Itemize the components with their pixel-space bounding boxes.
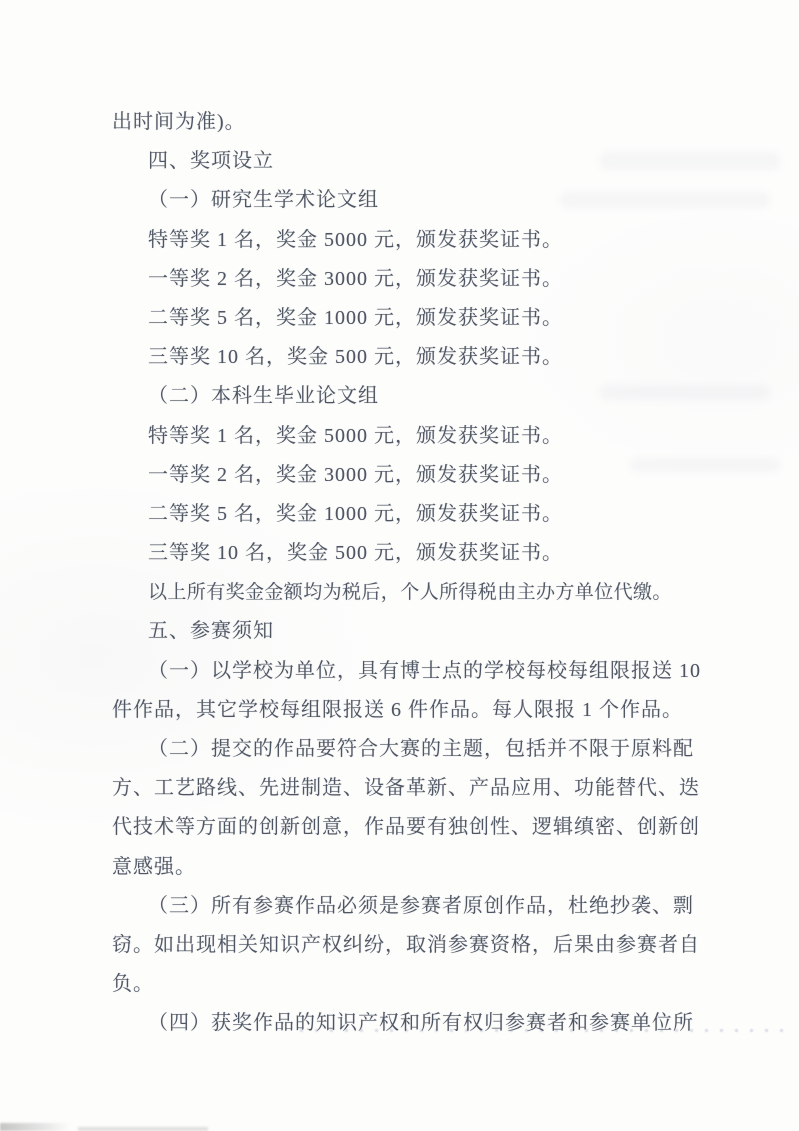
prize-line: 二等奖 5 名，奖金 1000 元，颁发获奖证书。 [148,502,563,525]
scan-corner-shadow [78,1127,208,1131]
notice-item3-line: 窃。如出现相关知识产权纠纷，取消参赛资格，后果由参赛者自 [112,933,700,956]
prize-line: 一等奖 2 名，奖金 3000 元，颁发获奖证书。 [148,463,563,486]
prize-line: 特等奖 1 名，奖金 5000 元，颁发获奖证书。 [148,228,563,251]
awards-group1-heading: （一）研究生学术论文组 [148,189,379,212]
notice-item2-line: 方、工艺路线、先进制造、设备革新、产品应用、功能替代、迭 [112,777,700,800]
scan-corner-shadow [0,1123,70,1131]
notice-item1-line: 件作品，其它学校每组限报送 6 件作品。每人限报 1 个作品。 [112,698,683,721]
notice-section-heading: 五、参赛须知 [148,620,274,643]
notice-item2-line: （二）提交的作品要符合大赛的主题，包括并不限于原料配 [148,738,694,760]
prize-line: 三等奖 10 名，奖金 500 元，颁发获奖证书。 [148,542,563,565]
prize-line: 一等奖 2 名，奖金 3000 元，颁发获奖证书。 [148,267,563,290]
awards-group2-heading: （二）本科生毕业论文组 [148,385,379,408]
notice-item2-line: 代技术等方面的创新创意，作品要有独创性、逻辑缜密、创新创 [112,816,700,839]
prize-line: 三等奖 10 名，奖金 500 元，颁发获奖证书。 [148,346,563,369]
notice-item4-line: （四）获奖作品的知识产权和所有权归参赛者和参赛单位所 [148,1012,694,1035]
prize-line: 特等奖 1 名，奖金 5000 元，颁发获奖证书。 [148,424,563,447]
awards-section-heading: 四、奖项设立 [148,150,274,173]
notice-item3-line: （三）所有参赛作品必须是参赛者原创作品，杜绝抄袭、剽 [148,894,694,917]
document-body [112,103,752,1044]
notice-item2-line: 意感强。 [112,855,196,878]
intro-continuation-line: 出时间为准)。 [112,111,246,133]
notice-item1-line: （一）以学校为单位，具有博士点的学校每校每组限报送 10 [148,659,701,682]
tax-note-line: 以上所有奖金金额均为税后，个人所得税由主办方单位代缴。 [148,582,672,604]
prize-line: 二等奖 5 名，奖金 1000 元，颁发获奖证书。 [148,306,563,329]
notice-item3-line: 负。 [112,973,154,996]
